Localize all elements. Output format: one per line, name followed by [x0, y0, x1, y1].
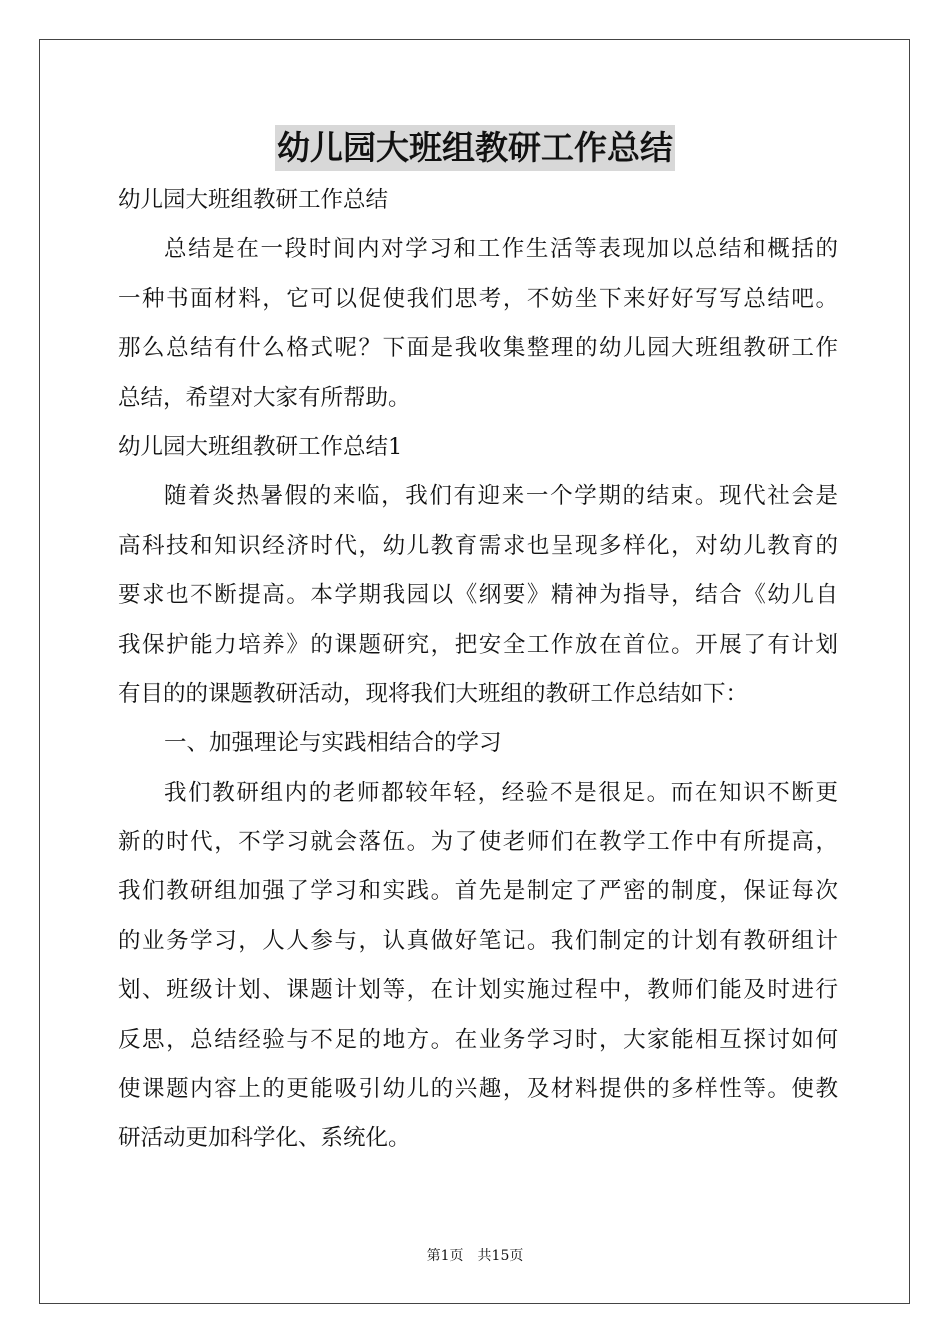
paragraph-line: 反思，总结经验与不足的地方。在业务学习时，大家能相互探讨如何 [118, 1026, 838, 1053]
subsection-heading: 一、加强理论与实践相结合的学习 [164, 730, 502, 757]
page-footer [0, 1246, 950, 1266]
page-number: 第1页 [426, 1248, 464, 1264]
title-container [0, 125, 950, 171]
paragraph-line: 总结是在一段时间内对学习和工作生活等表现加以总结和概括的 [164, 236, 838, 263]
paragraph-line: 的业务学习，人人参与，认真做好笔记。我们制定的计划有教研组计 [118, 927, 838, 954]
document-title: 幼儿园大班组教研工作总结 [275, 125, 675, 171]
page-total: 共15页 [477, 1248, 524, 1264]
paragraph-line: 我们教研组内的老师都较年轻，经验不是很足。而在知识不断更 [164, 779, 838, 806]
paragraph-line: 我们教研组加强了学习和实践。首先是制定了严密的制度，保证每次 [118, 878, 838, 905]
paragraph-line: 有目的的课题教研活动，现将我们大班组的教研工作总结如下： [118, 680, 749, 707]
paragraph-line: 那么总结有什么格式呢？下面是我收集整理的幼儿园大班组教研工作 [118, 335, 838, 362]
paragraph-line: 研活动更加科学化、系统化。 [118, 1125, 411, 1152]
paragraph-line: 一种书面材料，它可以促使我们思考，不妨坐下来好好写写总结吧。 [118, 285, 838, 312]
paragraph-line: 使课题内容上的更能吸引幼儿的兴趣，及材料提供的多样性等。使教 [118, 1076, 838, 1103]
paragraph-line: 随着炎热暑假的来临，我们有迎来一个学期的结束。现代社会是 [164, 483, 838, 510]
section-heading: 幼儿园大班组教研工作总结1 [118, 433, 403, 460]
paragraph-line: 我保护能力培养》的课题研究，把安全工作放在首位。开展了有计划 [118, 631, 838, 658]
paragraph-line: 划、班级计划、课题计划等，在计划实施过程中，教师们能及时进行 [118, 977, 838, 1004]
paragraph-line: 要求也不断提高。本学期我园以《纲要》精神为指导，结合《幼儿自 [118, 582, 838, 609]
subtitle-line: 幼儿园大班组教研工作总结 [118, 187, 389, 213]
document-body [118, 176, 838, 1164]
paragraph-line: 总结，希望对大家有所帮助。 [118, 384, 411, 411]
paragraph-line: 高科技和知识经济时代，幼儿教育需求也呈现多样化，对幼儿教育的 [118, 532, 838, 559]
paragraph-line: 新的时代，不学习就会落伍。为了使老师们在教学工作中有所提高， [118, 829, 838, 856]
